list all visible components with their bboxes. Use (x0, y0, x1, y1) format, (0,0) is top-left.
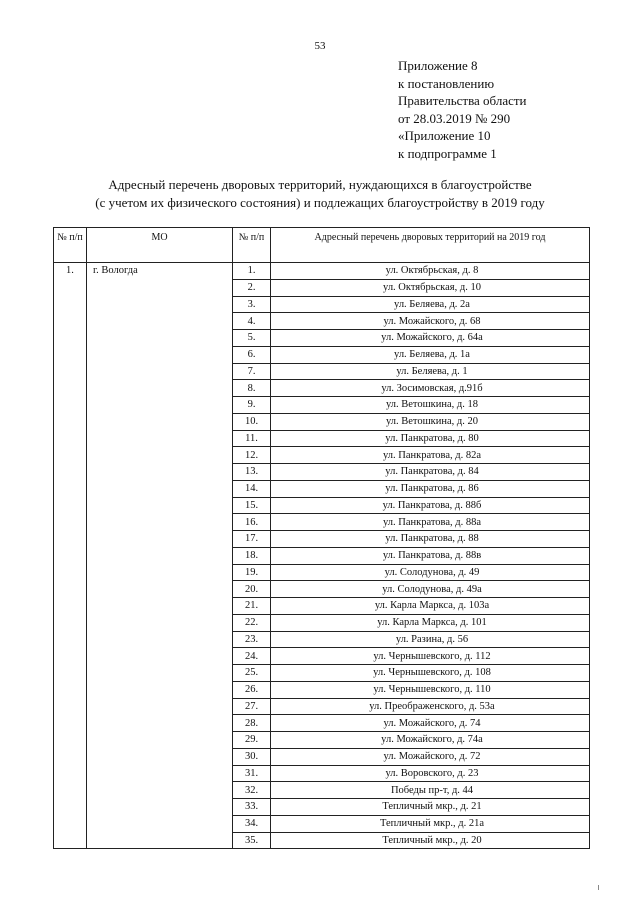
table-row (54, 263, 590, 280)
row-address: ул. Панкратова, д. 84 (271, 464, 590, 481)
title-line: (с учетом их физического состояния) и подлежащих благоустройству в 2019 году (95, 195, 545, 210)
row-number: 17. (233, 531, 271, 548)
row-number: 23. (233, 631, 271, 648)
header-number-2: № п/п (233, 228, 271, 263)
scan-mark (598, 885, 599, 890)
row-number: 7. (233, 363, 271, 380)
appendix-line: от 28.03.2019 № 290 (398, 110, 511, 126)
mo-name: г. Вологда (87, 263, 233, 849)
row-number: 13. (233, 464, 271, 481)
row-number: 3. (233, 296, 271, 313)
appendix-block (398, 57, 527, 162)
row-number: 18. (233, 547, 271, 564)
row-address: ул. Панкратова, д. 88а (271, 514, 590, 531)
mo-number: 1. (54, 263, 87, 849)
row-number: 12. (233, 447, 271, 464)
appendix-line: «Приложение 10 (398, 128, 491, 143)
row-number: 27. (233, 698, 271, 715)
row-address: Тепличный мкр., д. 20 (271, 832, 590, 849)
row-address: ул. Беляева, д. 1а (271, 346, 590, 363)
header-number: № п/п (54, 228, 87, 263)
row-number: 5. (233, 330, 271, 347)
row-number: 24. (233, 648, 271, 665)
row-address: ул. Карла Маркса, д. 103а (271, 598, 590, 615)
row-address: ул. Панкратова, д. 80 (271, 430, 590, 447)
row-address: ул. Можайского, д. 74 (271, 715, 590, 732)
row-number: 2. (233, 279, 271, 296)
row-address: ул. Чернышевского, д. 108 (271, 665, 590, 682)
row-number: 25. (233, 665, 271, 682)
row-number: 26. (233, 681, 271, 698)
row-address: ул. Панкратова, д. 88 (271, 531, 590, 548)
row-number: 9. (233, 397, 271, 414)
table-body (54, 263, 590, 849)
header-mo: МО (87, 228, 233, 263)
row-address: Тепличный мкр., д. 21а (271, 815, 590, 832)
row-address: ул. Зосимовская, д.91б (271, 380, 590, 397)
row-address: ул. Панкратова, д. 82а (271, 447, 590, 464)
row-address: ул. Ветошкина, д. 20 (271, 413, 590, 430)
row-address: ул. Солодунова, д. 49 (271, 564, 590, 581)
row-address: ул. Солодунова, д. 49а (271, 581, 590, 598)
row-number: 14. (233, 480, 271, 497)
row-address: ул. Преображенского, д. 53а (271, 698, 590, 715)
row-number: 28. (233, 715, 271, 732)
appendix-line: к постановлению (398, 75, 495, 91)
row-number: 32. (233, 782, 271, 799)
row-number: 33. (233, 799, 271, 816)
row-number: 30. (233, 748, 271, 765)
row-number: 34. (233, 815, 271, 832)
row-number: 6. (233, 346, 271, 363)
row-number: 4. (233, 313, 271, 330)
row-number: 19. (233, 564, 271, 581)
row-address: ул. Панкратова, д. 86 (271, 480, 590, 497)
row-address: ул. Воровского, д. 23 (271, 765, 590, 782)
row-address: ул. Можайского, д. 72 (271, 748, 590, 765)
row-address: ул. Карла Маркса, д. 101 (271, 614, 590, 631)
row-number: 15. (233, 497, 271, 514)
row-address: ул. Чернышевского, д. 110 (271, 681, 590, 698)
row-number: 1. (233, 263, 271, 280)
row-address: ул. Можайского, д. 64а (271, 330, 590, 347)
table-header-row (54, 228, 590, 263)
appendix-line: к подпрограмме 1 (398, 145, 497, 161)
page-number: 53 (314, 40, 326, 52)
row-number: 31. (233, 765, 271, 782)
row-address: ул. Панкратова, д. 88б (271, 497, 590, 514)
row-address: ул. Беляева, д. 2а (271, 296, 590, 313)
row-number: 8. (233, 380, 271, 397)
row-number: 29. (233, 732, 271, 749)
appendix-line: Приложение 8 (398, 58, 478, 73)
title-line: Адресный перечень дворовых территорий, нуждающихся в благоустройстве (108, 177, 532, 192)
row-address: Победы пр-т, д. 44 (271, 782, 590, 799)
row-number: 21. (233, 598, 271, 615)
row-number: 20. (233, 581, 271, 598)
row-address: ул. Можайского, д. 68 (271, 313, 590, 330)
row-address: ул. Октябрьская, д. 10 (271, 279, 590, 296)
row-number: 16. (233, 514, 271, 531)
address-table (53, 227, 590, 849)
row-address: ул. Беляева, д. 1 (271, 363, 590, 380)
document-title (0, 176, 640, 212)
header-address: Адресный перечень дворовых территорий на 2019 год (271, 228, 590, 263)
appendix-line: Правительства области (398, 93, 527, 108)
row-address: ул. Октябрьская, д. 8 (271, 263, 590, 280)
row-number: 35. (233, 832, 271, 849)
row-number: 22. (233, 614, 271, 631)
row-number: 11. (233, 430, 271, 447)
row-number: 10. (233, 413, 271, 430)
row-address: ул. Панкратова, д. 88в (271, 547, 590, 564)
row-address: ул. Можайского, д. 74а (271, 732, 590, 749)
row-address: ул. Ветошкина, д. 18 (271, 397, 590, 414)
row-address: Тепличный мкр., д. 21 (271, 799, 590, 816)
row-address: ул. Чернышевского, д. 112 (271, 648, 590, 665)
row-address: ул. Разина, д. 56 (271, 631, 590, 648)
